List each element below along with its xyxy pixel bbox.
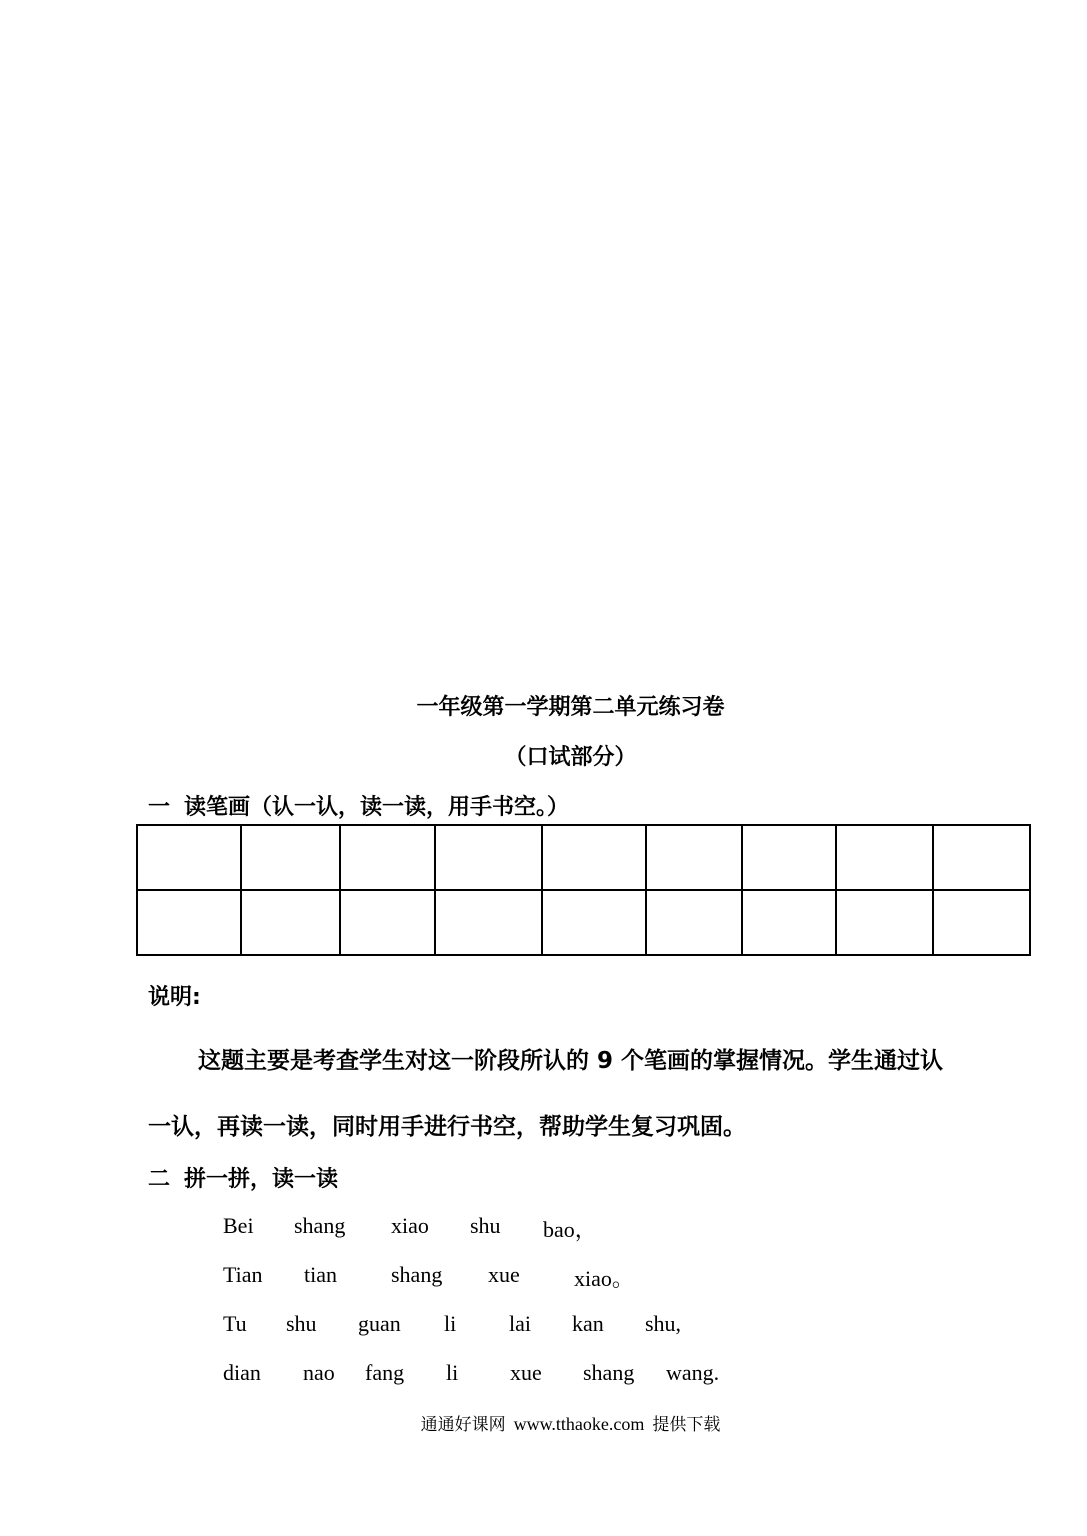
grid-cell xyxy=(933,825,1030,890)
grid-cell xyxy=(340,890,435,955)
document-title: 一年级第一学期第二单元练习卷 xyxy=(416,695,725,720)
pinyin-syllable: xiao。 xyxy=(574,1266,634,1291)
grid-cell xyxy=(137,890,241,955)
grid-cell xyxy=(742,825,836,890)
grid-cell xyxy=(933,890,1030,955)
pinyin-syllable: shang xyxy=(391,1262,443,1287)
section-two-heading xyxy=(148,1162,338,1193)
page-footer xyxy=(0,1410,1087,1435)
pinyin-syllable: li xyxy=(444,1311,457,1336)
pinyin-syllable: shang xyxy=(583,1360,635,1385)
section-two-number: 二 xyxy=(148,1167,171,1192)
pinyin-syllable: xiao xyxy=(391,1213,429,1238)
document-subtitle: （口试部分） xyxy=(504,745,637,770)
grid-cell xyxy=(435,825,542,890)
note-text-line-1: 这题主要是考查学生对这一阶段所认的 9 个笔画的掌握情况。学生通过认 xyxy=(198,1048,944,1074)
grid-row xyxy=(137,890,1030,955)
section-one-heading xyxy=(148,790,569,821)
grid-cell xyxy=(435,890,542,955)
pinyin-syllable: shu xyxy=(470,1213,501,1238)
grid-cell xyxy=(836,825,933,890)
grid-cell xyxy=(646,825,742,890)
footer-url: www.tthaoke.com xyxy=(513,1414,645,1434)
pinyin-syllable: tian xyxy=(304,1262,337,1287)
pinyin-syllable: kan xyxy=(572,1311,604,1336)
grid-cell xyxy=(340,825,435,890)
pinyin-syllable: xue xyxy=(510,1360,542,1385)
section-one-text: 读笔画（认一认，读一读，用手书空。） xyxy=(184,795,570,820)
pinyin-syllable: Bei xyxy=(223,1213,254,1238)
section-one-number: 一 xyxy=(148,795,171,820)
pinyin-syllable: nao xyxy=(303,1360,335,1385)
grid-cell xyxy=(542,890,646,955)
pinyin-syllable: li xyxy=(446,1360,459,1385)
pinyin-syllable: Tian xyxy=(223,1262,263,1287)
grid-cell xyxy=(241,890,340,955)
note-label: 说明: xyxy=(148,985,201,1010)
pinyin-syllable: lai xyxy=(509,1311,531,1336)
pinyin-syllable: Tu xyxy=(223,1311,247,1336)
pinyin-syllable: fang xyxy=(365,1360,405,1385)
pinyin-syllable: wang. xyxy=(666,1360,720,1385)
stroke-grid xyxy=(136,824,1031,956)
section-two-text: 拼一拼，读一读 xyxy=(184,1167,339,1192)
pinyin-syllable: xue xyxy=(488,1262,520,1287)
pinyin-syllable: shu, xyxy=(645,1311,682,1336)
pinyin-syllable: dian xyxy=(223,1360,261,1385)
note-text-line-2: 一认，再读一读，同时用手进行书空，帮助学生复习巩固。 xyxy=(148,1114,746,1140)
pinyin-syllable: shu xyxy=(286,1311,317,1336)
grid-cell xyxy=(742,890,836,955)
grid-cell xyxy=(137,825,241,890)
footer-suffix: 提供下载 xyxy=(652,1415,721,1435)
footer-site-name: 通通好课网 xyxy=(420,1415,506,1435)
pinyin-syllable: bao， xyxy=(543,1217,597,1242)
pinyin-syllable: shang xyxy=(294,1213,346,1238)
grid-cell xyxy=(836,890,933,955)
grid-cell xyxy=(241,825,340,890)
grid-cell xyxy=(542,825,646,890)
grid-row xyxy=(137,825,1030,890)
pinyin-syllable: guan xyxy=(358,1311,401,1336)
grid-cell xyxy=(646,890,742,955)
